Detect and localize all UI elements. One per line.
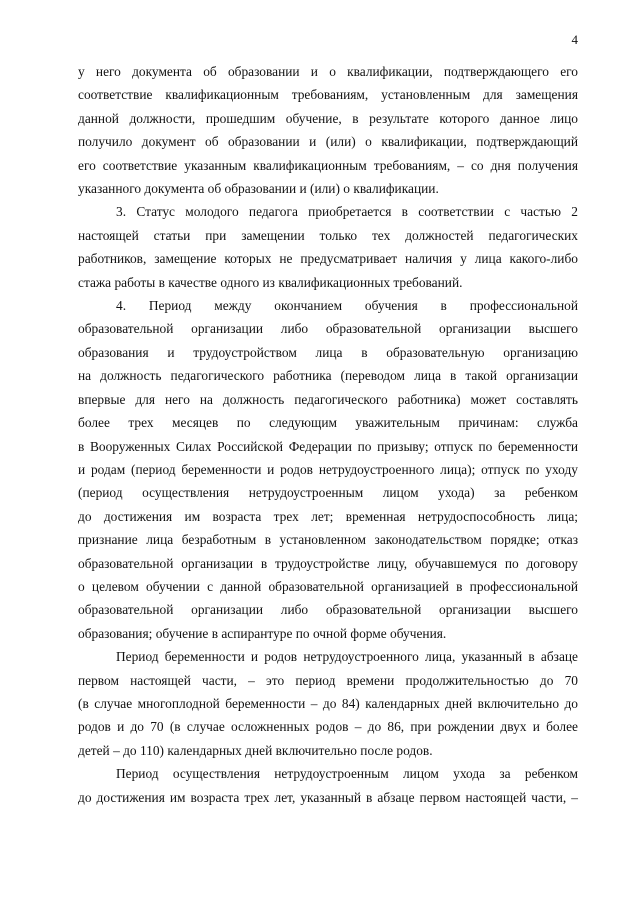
text-line: 4. Период между окончанием обучения в профессиональной bbox=[116, 298, 578, 314]
text-line: и родам (период беременности и родов нетрудоустроенного лица); отпуск по уходу bbox=[78, 461, 578, 477]
text-line: образовательной организации в трудоустройстве лицу, обучавшемуся по договору bbox=[78, 555, 578, 571]
paragraph-3 bbox=[78, 294, 578, 645]
text-line: работников, замещение которых не предусматривает наличия у лица какого-либо bbox=[78, 251, 578, 267]
page-number: 4 bbox=[571, 32, 578, 47]
document-body bbox=[78, 60, 578, 809]
text-line: Период осуществления нетрудоустроенным лицом ухода за ребенком bbox=[116, 766, 578, 782]
text-line: 3. Статус молодого педагога приобретается в соответствии с частью 2 bbox=[116, 204, 578, 220]
text-line: образовательной организации либо образовательной организации высшего bbox=[78, 602, 578, 618]
text-line: родов и до 70 (в случае осложненных родов – до 86, при рождении двух и более bbox=[78, 719, 578, 735]
text-line: до достижения им возраста трех лет; временная нетрудоспособность лица; bbox=[78, 508, 578, 524]
text-line: признание лица безработным в установленном законодательством порядке; отказ bbox=[78, 532, 578, 548]
text-line: его соответствие указанным квалификационным требованиям, – со дня получения bbox=[78, 157, 578, 173]
text-line: соответствие квалификационным требованиям, установленным для замещения bbox=[78, 87, 578, 103]
text-line: детей – до 110) календарных дней включительно после родов. bbox=[78, 742, 433, 758]
text-line: данной должности, прошедшим обучение, в результате которого данное лицо bbox=[78, 110, 578, 126]
text-line: (в случае многоплодной беременности – до 84) календарных дней включительно до bbox=[78, 695, 578, 711]
text-line: настоящей статьи при замещении только тех должностей педагогических bbox=[78, 227, 578, 243]
text-line: до достижения им возраста трех лет, указанный в абзаце первом настоящей части, – bbox=[78, 789, 578, 805]
text-line: впервые для него на должность педагогического работника) может составлять bbox=[78, 391, 578, 407]
text-line: Период беременности и родов нетрудоустроенного лица, указанный в абзаце bbox=[116, 649, 578, 665]
text-line: получило документ об образовании и (или) о квалификации, подтверждающий bbox=[78, 134, 578, 150]
text-line: на должность педагогического работника (переводом лица в такой организации bbox=[78, 368, 578, 384]
paragraph-4 bbox=[78, 645, 578, 762]
text-line: указанного документа об образовании и (или) о квалификации. bbox=[78, 181, 439, 197]
text-line: образовательной организации либо образовательной организации высшего bbox=[78, 321, 578, 337]
paragraph-5 bbox=[78, 762, 578, 809]
text-line: (период осуществления нетрудоустроенным лицом ухода) за ребенком bbox=[78, 485, 578, 501]
text-line: стажа работы в качестве одного из квалификационных требований. bbox=[78, 274, 463, 290]
paragraph-2 bbox=[78, 200, 578, 294]
text-line: образования и трудоустройством лица в образовательную организацию bbox=[78, 344, 578, 360]
paragraph-1 bbox=[78, 60, 578, 200]
text-line: у него документа об образовании и о квалификации, подтверждающего его bbox=[78, 64, 578, 79]
text-line: о целевом обучении с данной образовательной организацией в профессиональной bbox=[78, 578, 578, 594]
text-line: образования; обучение в аспирантуре по очной форме обучения. bbox=[78, 625, 447, 641]
text-line: более трех месяцев по следующим уважительным причинам: служба bbox=[78, 415, 578, 431]
text-line: в Вооруженных Силах Российской Федерации по призыву; отпуск по беременности bbox=[78, 438, 578, 454]
text-line: первом настоящей части, – это период времени продолжительностью до 70 bbox=[78, 672, 578, 688]
